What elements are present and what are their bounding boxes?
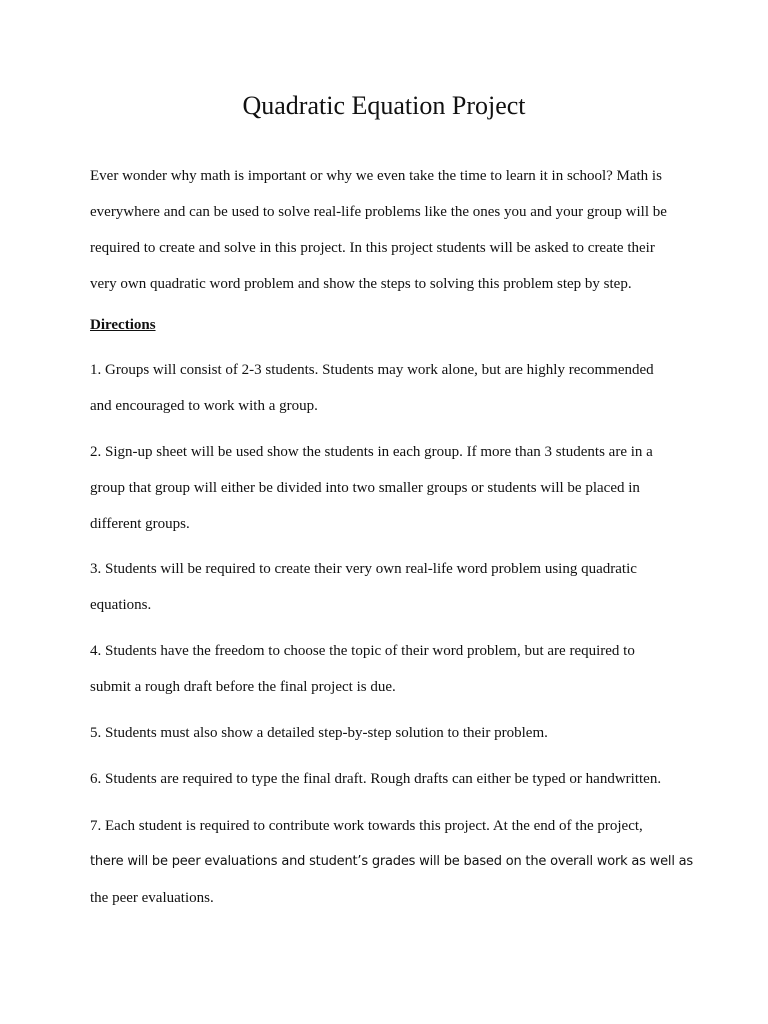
direction-line: there will be peer evaluations and student’s grades will be based on the overall work as well as bbox=[90, 854, 694, 869]
direction-item-1 bbox=[90, 352, 690, 424]
direction-line: 5. Students must also show a detailed step-by-step solution to their problem. bbox=[90, 725, 548, 741]
direction-line: 7. Each student is required to contribute work towards this project. At the end of the project, bbox=[90, 818, 643, 834]
direction-line: 4. Students have the freedom to choose the topic of their word problem, but are required to bbox=[90, 643, 635, 659]
direction-line: 6. Students are required to type the final draft. Rough drafts can either be typed or handwritten. bbox=[90, 771, 662, 787]
direction-item-2 bbox=[90, 434, 690, 542]
intro-line: everywhere and can be used to solve real-life problems like the ones you and your group will be bbox=[90, 204, 667, 220]
direction-line: group that group will either be divided into two smaller groups or students will be placed in bbox=[90, 480, 640, 496]
direction-item-3 bbox=[90, 551, 690, 623]
direction-line: 1. Groups will consist of 2-3 students. Students may work alone, but are highly recommended bbox=[90, 362, 654, 378]
direction-item-4 bbox=[90, 633, 690, 705]
intro-paragraph bbox=[90, 158, 690, 302]
intro-line: Ever wonder why math is important or why we even take the time to learn it in school? Math is bbox=[90, 168, 662, 184]
directions-heading: Directions bbox=[90, 317, 156, 333]
direction-item-5 bbox=[90, 715, 690, 751]
intro-line: very own quadratic word problem and show the steps to solving this problem step by step. bbox=[90, 276, 632, 292]
direction-line: different groups. bbox=[90, 516, 190, 532]
direction-line: submit a rough draft before the final project is due. bbox=[90, 679, 396, 695]
direction-item-6 bbox=[90, 761, 690, 797]
document-title: Quadratic Equation Project bbox=[242, 91, 526, 120]
direction-line: and encouraged to work with a group. bbox=[90, 398, 318, 414]
direction-line: the peer evaluations. bbox=[90, 890, 214, 906]
direction-line: 2. Sign-up sheet will be used show the students in each group. If more than 3 students are in a bbox=[90, 444, 653, 460]
intro-line: required to create and solve in this project. In this project students will be asked to create their bbox=[90, 240, 655, 256]
direction-line: 3. Students will be required to create their very own real-life word problem using quadratic bbox=[90, 561, 637, 577]
direction-item-7 bbox=[90, 808, 694, 916]
direction-line: equations. bbox=[90, 597, 152, 613]
